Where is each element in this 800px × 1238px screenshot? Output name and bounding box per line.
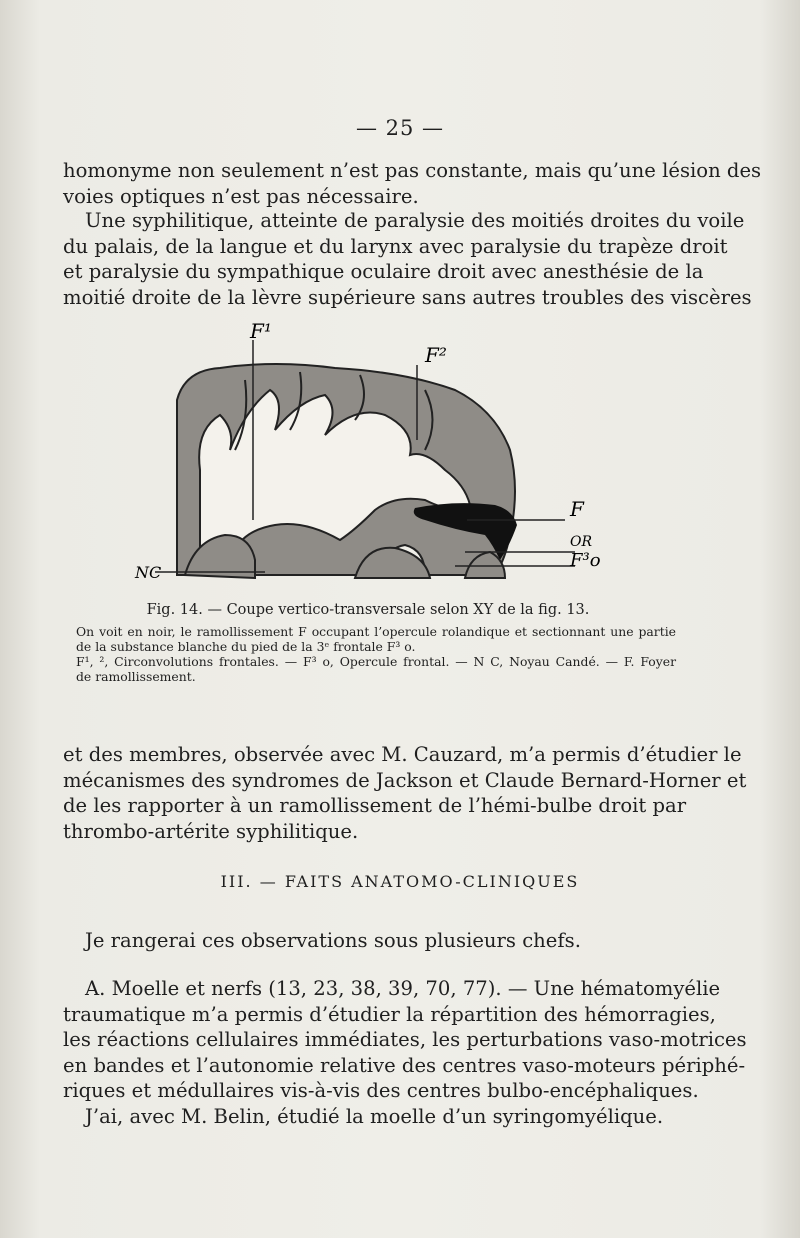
- section-heading: III. — FAITS ANATOMO-CLINIQUES: [220, 872, 580, 891]
- text-line: voies optiques n’est pas nécessaire.: [63, 184, 419, 208]
- text-line: mécanismes des syndromes de Jackson et Claude Bernard-Horner et: [63, 768, 747, 792]
- page-number: — 25 —: [355, 116, 445, 140]
- paragraph-5: [63, 976, 747, 1104]
- text-line: A. Moelle et nerfs (13, 23, 38, 39, 70, 77). — Une hématomyélie: [85, 977, 721, 1000]
- paragraph-1: [63, 158, 762, 209]
- text-line: du palais, de la langue et du larynx avec paralysie du trapèze droit: [63, 234, 728, 258]
- text-line: de les rapporter à un ramollissement de l’hémi-bulbe droit par: [63, 794, 687, 818]
- figure-caption-body: [76, 624, 676, 684]
- label-f1: F¹: [250, 320, 272, 343]
- paragraph-2: [63, 208, 752, 310]
- text-line: traumatique m’a permis d’étudier la répartition des hémorragies,: [63, 1002, 716, 1026]
- label-f3o: F³o: [570, 550, 601, 571]
- label-f2: F²: [425, 343, 447, 367]
- text-line: et paralysie du sympathique oculaire droit avec anesthésie de la: [63, 260, 704, 284]
- text-line: riques et médullaires vis-à-vis des centres bulbo-encéphaliques.: [63, 1079, 699, 1103]
- text-line: en bandes et l’autonomie relative des centres vaso-moteurs périphé-: [63, 1053, 746, 1077]
- label-f: F: [570, 497, 584, 521]
- text-line: homonyme non seulement n’est pas constante, mais qu’une lésion des: [63, 159, 762, 182]
- caption-line: de la substance blanche du pied de la 3ᵉ frontale F³ o.: [76, 639, 416, 654]
- text-line: J’ai, avec M. Belin, étudié la moelle d’un syringomyélique.: [85, 1105, 664, 1128]
- text-line: les réactions cellulaires immédiates, les perturbations vaso-motrices: [63, 1028, 747, 1052]
- paragraph-4: [63, 928, 673, 954]
- caption-line: F¹, ², Circonvolutions frontales. — F³ o, Opercule frontal. — N C, Noyau Candé. — F. Foyer: [76, 654, 676, 669]
- text-line: Une syphilitique, atteinte de paralysie des moitiés droites du voile: [85, 209, 745, 232]
- caption-line: de ramollissement.: [76, 669, 196, 684]
- paragraph-6: [63, 1104, 673, 1130]
- text-line: thrombo-artérite syphilitique.: [63, 819, 359, 843]
- paragraph-3: [63, 742, 747, 844]
- label-nc: NC: [135, 563, 162, 582]
- text-line: et des membres, observée avec M. Cauzard, m’a permis d’étudier le: [63, 743, 742, 766]
- text-line: moitié droite de la lèvre supérieure sans autres troubles des viscères: [63, 285, 752, 309]
- text-line: Je rangerai ces observations sous plusieurs chefs.: [85, 929, 581, 952]
- caption-line: On voit en noir, le ramollissement F occupant l’opercule rolandique et sectionnant une partie: [76, 624, 676, 639]
- brain-section-figure: [125, 320, 645, 600]
- figure-caption-title: Fig. 14. — Coupe vertico-transversale selon XY de la fig. 13.: [146, 602, 590, 618]
- label-or: OR: [570, 534, 593, 550]
